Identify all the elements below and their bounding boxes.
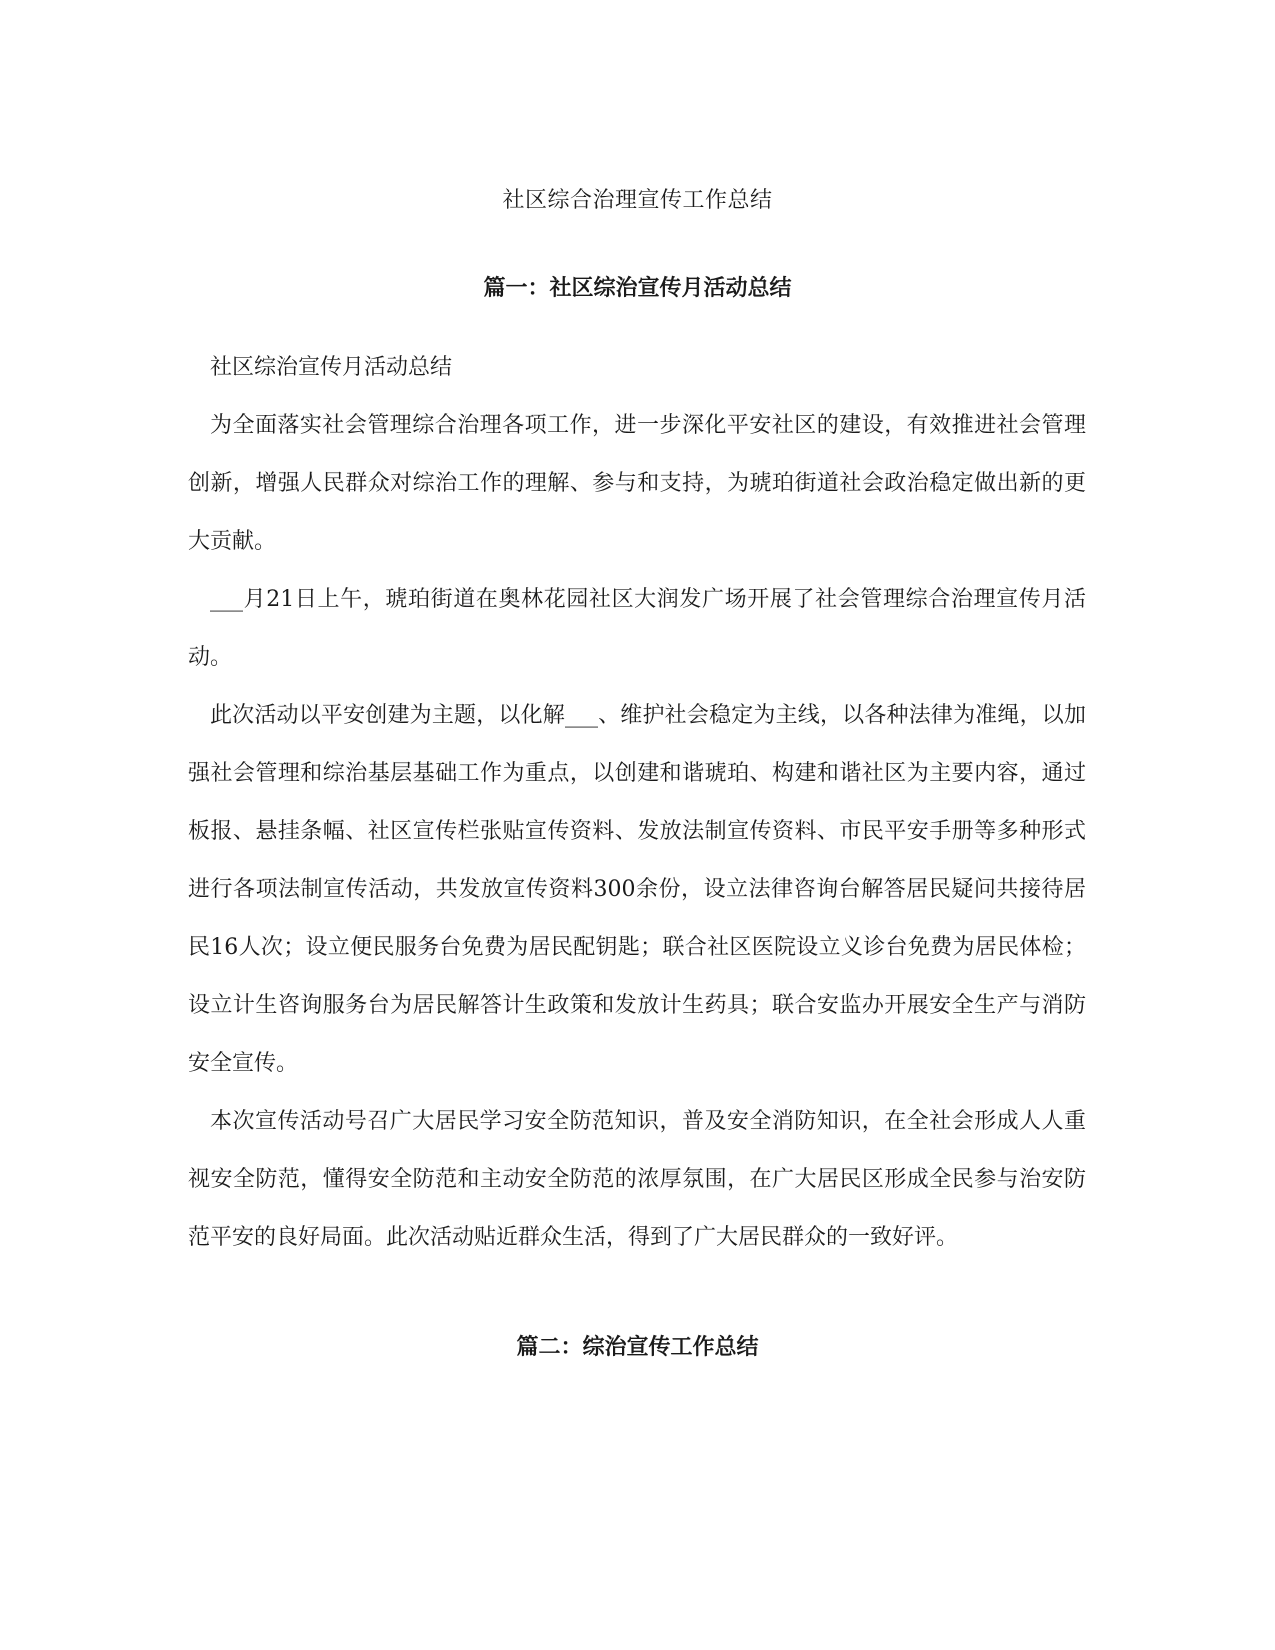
section-1-body (188, 339, 1086, 1267)
paragraph: 为全面落实社会管理综合治理各项工作，进一步深化平安社区的建设，有效推进社会管理创新，增强人民群众对综治工作的理解、参与和支持，为琥珀街道社会政治稳定做出新的更大贡献。 (188, 413, 1086, 554)
section-heading-1: 篇一：社区综治宣传月活动总结 (483, 275, 792, 301)
paragraph: 社区综治宣传月活动总结 (210, 355, 453, 380)
paragraph: ___月21日上午，琥珀街道在奥林花园社区大润发广场开展了社会管理综合治理宣传月活动。 (188, 587, 1086, 670)
paragraph: 本次宣传活动号召广大居民学习安全防范知识，普及安全消防知识，在全社会形成人人重视安全防范，懂得安全防范和主动安全防范的浓厚氛围，在广大居民区形成全民参与治安防范平安的良好局面。此次活动贴近群众生活，得到了广大居民群众的一致好评。 (188, 1109, 1086, 1250)
document-title: 社区综合治理宣传工作总结 (502, 188, 773, 213)
paragraph: 此次活动以平安创建为主题，以化解___、维护社会稳定为主线，以各种法律为准绳，以加强社会管理和综治基层基础工作为重点，以创建和谐琥珀、构建和谐社区为主要内容，通过板报、悬挂条幅、社区宣传栏张贴宣传资料、发放法制宣传资料、市民平安手册等多种形式进行各项法制宣传活动，共发放宣传资料300余份，设立法律咨询台解答居民疑问共接待居民16人次；设立便民服务台免费为居民配钥匙；联合社区医院设立义诊台免费为居民体检；设立计生咨询服务台为居民解答计生政策和发放计生药具；联合安监办开展安全生产与消防安全宣传。 (188, 703, 1086, 1076)
section-heading-2: 篇二：综治宣传工作总结 (516, 1334, 759, 1360)
